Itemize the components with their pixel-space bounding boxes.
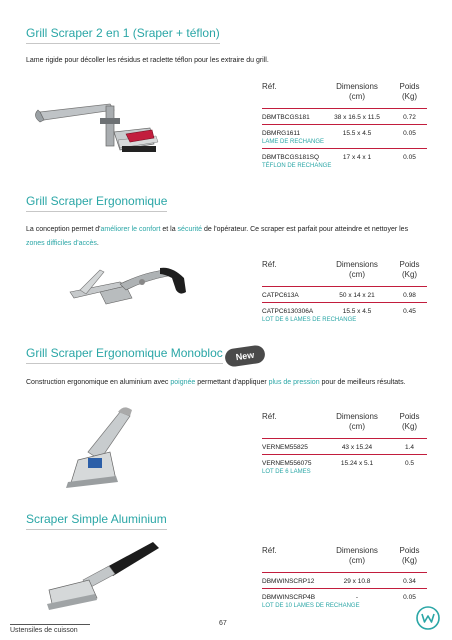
- column-header-weight-label: Poids: [399, 546, 420, 555]
- column-header-weight: [392, 546, 427, 566]
- highlight-text: améliorer le confort: [100, 226, 161, 233]
- description-text: .: [96, 240, 99, 247]
- table-row-values: [262, 292, 427, 299]
- section-title: Grill Scraper Ergonomique Monobloc: [26, 346, 223, 364]
- table-row: [262, 572, 427, 588]
- table-row-values: [262, 460, 427, 467]
- column-header-dimensions: [322, 546, 392, 566]
- description-text: Lame rigide pour décoller les résidus et raclette téflon pour les extraire du grill.: [26, 57, 269, 64]
- row-note: LOT DE 6 LAMES DE RECHANGE: [262, 317, 357, 323]
- column-header-weight-label: Poids: [399, 82, 420, 91]
- spec-table: [262, 260, 427, 326]
- column-header-weight-unit: (Kg): [401, 92, 418, 101]
- cell-dimensions: 38 x 16.5 x 11.5: [334, 114, 380, 121]
- table-row: [262, 286, 427, 302]
- column-header-dimensions: [322, 260, 392, 280]
- row-note: LAME DE RECHANGE: [262, 139, 325, 145]
- table-row-values: [262, 154, 427, 161]
- spec-table-header: [262, 82, 427, 102]
- spec-table: [262, 412, 427, 478]
- footer-divider: [10, 624, 90, 625]
- cell-dimensions: 29 x 10.8: [343, 578, 371, 585]
- highlight-text: zones difficiles d'accès: [26, 240, 97, 247]
- column-header-dimensions-unit: (cm): [349, 556, 365, 565]
- cell-ref: DBMWINSCRP12: [262, 578, 315, 585]
- cell-weight: 0.05: [403, 594, 416, 601]
- column-header-weight-unit: (Kg): [401, 556, 418, 565]
- row-note: LOT DE 10 LAMES DE RECHANGE: [262, 603, 360, 609]
- column-header-dimensions-label: Dimensions: [336, 82, 378, 91]
- column-header-ref: Réf.: [262, 82, 277, 91]
- cell-ref: CATPC6130306A: [262, 308, 314, 315]
- cell-weight: 1.4: [404, 444, 415, 451]
- column-header-dimensions: [322, 82, 392, 102]
- column-header-dimensions-label: Dimensions: [336, 412, 378, 421]
- column-header-ref: Réf.: [262, 260, 277, 269]
- cell-ref: DBMTBCGS181SQ: [262, 154, 320, 161]
- section-description: [26, 54, 426, 68]
- column-header-dimensions-unit: (cm): [349, 92, 365, 101]
- column-header-dimensions-unit: (cm): [349, 422, 365, 431]
- cell-ref: CATPC613A: [262, 292, 299, 299]
- cell-weight: 0.72: [403, 114, 416, 121]
- table-row-values: [262, 308, 427, 315]
- description-text: de l'opérateur. Ce scraper est parfait pour atteindre et nettoyer les: [202, 226, 409, 233]
- cell-ref: DBMTBCGS181: [262, 114, 310, 121]
- spec-table-header: [262, 260, 427, 280]
- cell-weight: 0.5: [404, 460, 415, 467]
- page-number: 67: [219, 620, 227, 627]
- table-row: [262, 148, 427, 172]
- cell-ref: DBMRG1611: [262, 130, 301, 137]
- new-badge: New: [224, 344, 266, 367]
- description-text: La conception permet d': [26, 226, 101, 233]
- column-header-weight: [392, 82, 427, 102]
- cell-ref: DBMWINSCRP4B: [262, 594, 316, 601]
- section-title: Grill Scraper Ergonomique: [26, 194, 167, 212]
- table-row: [262, 588, 427, 612]
- table-row: [262, 454, 427, 478]
- highlight-text: sécurité: [177, 226, 203, 233]
- cell-dimensions: 15.24 x 5.1: [340, 460, 374, 467]
- cell-dimensions: 15.5 x 4.5: [342, 308, 372, 315]
- cell-dimensions: 15.5 x 4.5: [342, 130, 372, 137]
- cell-ref: VERNEM556075: [262, 460, 312, 467]
- cell-weight: 0.05: [403, 154, 416, 161]
- cell-weight: 0.05: [403, 130, 416, 137]
- grill-scraper-monobloc-image: [60, 402, 180, 492]
- description-text: Construction ergonomique en aluminium avec: [26, 379, 171, 386]
- table-row: [262, 108, 427, 124]
- grill-scraper-ergonomic-image: [60, 252, 195, 312]
- cell-ref: VERNEM55825: [262, 444, 308, 451]
- cell-weight: 0.45: [403, 308, 416, 315]
- column-header-dimensions-label: Dimensions: [336, 546, 378, 555]
- row-note: LOT DE 6 LAMES: [262, 469, 311, 475]
- description-text: et la: [160, 226, 178, 233]
- table-row: [262, 438, 427, 454]
- column-header-dimensions-label: Dimensions: [336, 260, 378, 269]
- table-row-values: [262, 594, 427, 601]
- table-row-values: [262, 578, 427, 585]
- highlight-text: plus de pression: [268, 379, 320, 386]
- column-header-dimensions: [322, 412, 392, 432]
- cell-dimensions: 17 x 4 x 1: [342, 154, 372, 161]
- table-row: [262, 124, 427, 148]
- section-description: [26, 376, 436, 390]
- scraper-simple-aluminium-image: [35, 540, 170, 612]
- spec-table: [262, 82, 427, 172]
- cell-weight: 0.98: [403, 292, 416, 299]
- spec-table-header: [262, 412, 427, 432]
- grill-scraper-2in1-image: [30, 92, 165, 162]
- column-header-dimensions-unit: (cm): [349, 270, 365, 279]
- table-row-values: [262, 114, 427, 121]
- row-note: TÉFLON DE RECHANGE: [262, 163, 332, 169]
- section-description: [26, 223, 426, 251]
- cell-dimensions: 50 x 14 x 21: [339, 292, 375, 299]
- description-text: pour de meilleurs résultats.: [319, 379, 406, 386]
- table-row-values: [262, 130, 427, 137]
- column-header-ref: Réf.: [262, 546, 277, 555]
- spec-table: [262, 546, 427, 612]
- column-header-weight-label: Poids: [399, 412, 420, 421]
- column-header-weight: [392, 412, 427, 432]
- column-header-weight-unit: (Kg): [401, 422, 418, 431]
- cell-dimensions: 43 x 15.24: [341, 444, 373, 451]
- section-title: Scraper Simple Aluminium: [26, 512, 167, 530]
- column-header-ref: Réf.: [262, 412, 277, 421]
- cell-dimensions: -: [355, 594, 359, 601]
- table-row-values: [262, 444, 427, 451]
- description-text: permettant d'appliquer: [195, 379, 269, 386]
- footer-section-name: Ustensiles de cuisson: [10, 627, 78, 634]
- table-row: [262, 302, 427, 326]
- column-header-weight: [392, 260, 427, 280]
- cell-weight: 0.34: [403, 578, 416, 585]
- spec-table-header: [262, 546, 427, 566]
- column-header-weight-label: Poids: [399, 260, 420, 269]
- section-title: Grill Scraper 2 en 1 (Sraper + téflon): [26, 26, 220, 44]
- brand-logo-icon: [416, 606, 440, 630]
- highlight-text: poignée: [170, 379, 196, 386]
- column-header-weight-unit: (Kg): [401, 270, 418, 279]
